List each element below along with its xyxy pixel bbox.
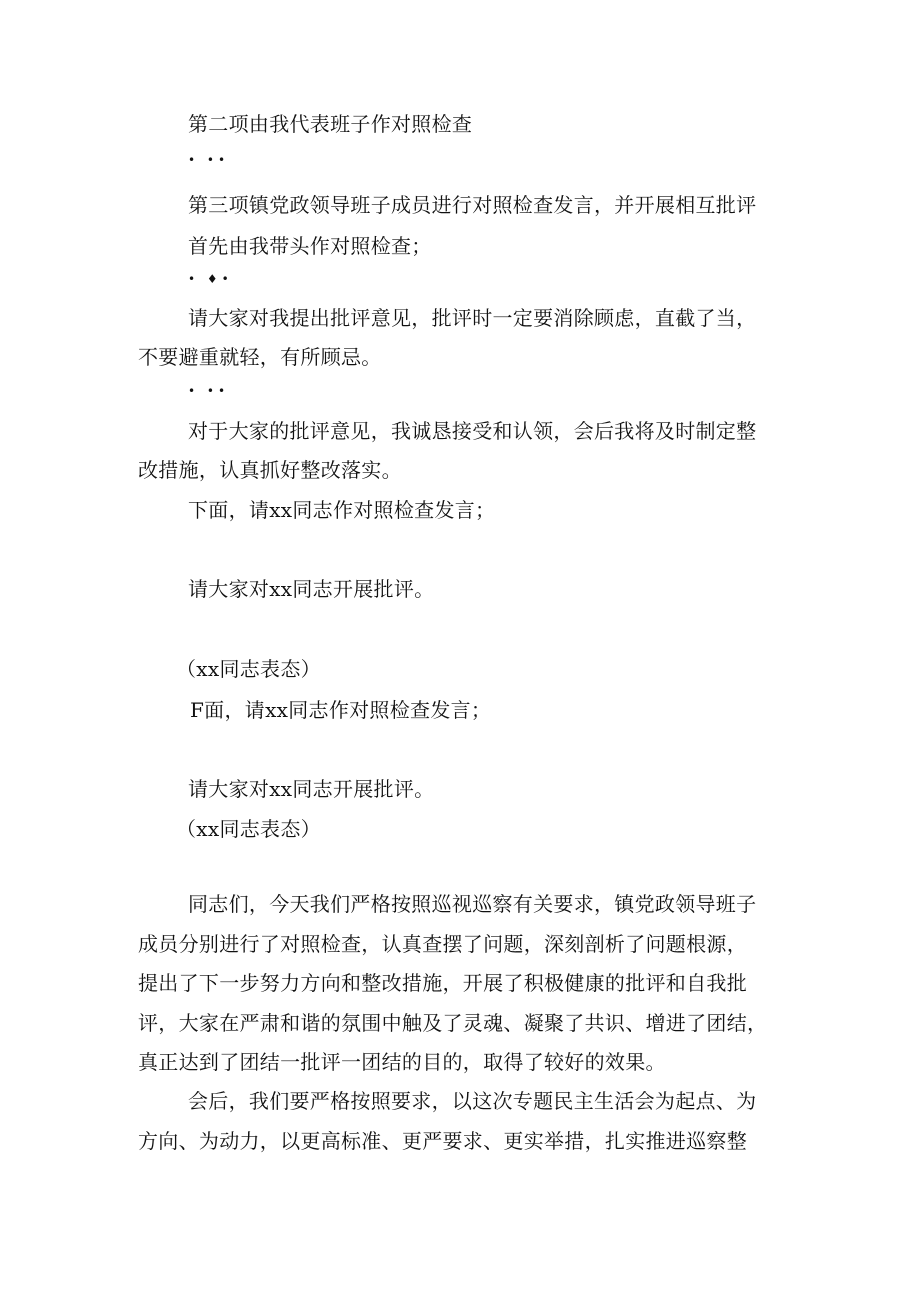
text-line: 改措施，认真抓好整改落实。 — [138, 458, 402, 482]
text-line: 成员分别进行了对照检查，认真查摆了问题，深刻剖析了问题根源， — [138, 932, 747, 956]
text-line: （xx同志表态） — [176, 817, 321, 841]
bullet-dots: • •• — [188, 153, 230, 167]
text-line: 不要避重就轻，有所顾忌。 — [138, 345, 382, 369]
text-line: 对于大家的批评意见，我诚恳接受和认领，会后我将及时制定整 — [188, 419, 757, 443]
text-line: 请大家对我提出批评意见，批评时一定要消除顾虑，直截了当， — [188, 306, 757, 330]
text-line: （xx同志表态） — [176, 657, 321, 681]
text-line: 同志们，今天我们严格按照巡视巡察有关要求，镇党政领导班子 — [188, 892, 757, 916]
text-line: 真正达到了团结一批评一团结的目的，取得了较好的效果。 — [138, 1050, 666, 1074]
text-line: 方向、为动力，以更高标准、更严要求、更实举措，扎实推进巡察整 — [138, 1129, 747, 1153]
text-line: 首先由我带头作对照检查； — [188, 234, 432, 258]
text-line: 评，大家在严肃和谐的氛围中触及了灵魂、凝聚了共识、增进了团结， — [138, 1011, 768, 1035]
text-line: 第二项由我代表班子作对照检查 — [188, 112, 473, 136]
text-line: 请大家对xx同志开展批评。 — [188, 777, 435, 801]
text-line: 提出了下一步努力方向和整改措施，开展了积极健康的批评和自我批 — [138, 971, 747, 995]
text-line: 第三项镇党政领导班子成员进行对照检查发言，并开展相互批评 — [188, 193, 757, 217]
text-line: 下面，请xx同志作对照检查发言； — [188, 498, 496, 522]
text-line: 会后，我们要严格按照要求，以这次专题民主生活会为起点、为 — [188, 1089, 757, 1113]
bullet-dots: • ♦• — [188, 272, 233, 286]
bullet-dots: • •• — [188, 384, 230, 398]
text-line: F面，请xx同志作对照检查发言； — [190, 698, 492, 722]
text-line: 请大家对xx同志开展批评。 — [188, 577, 435, 601]
